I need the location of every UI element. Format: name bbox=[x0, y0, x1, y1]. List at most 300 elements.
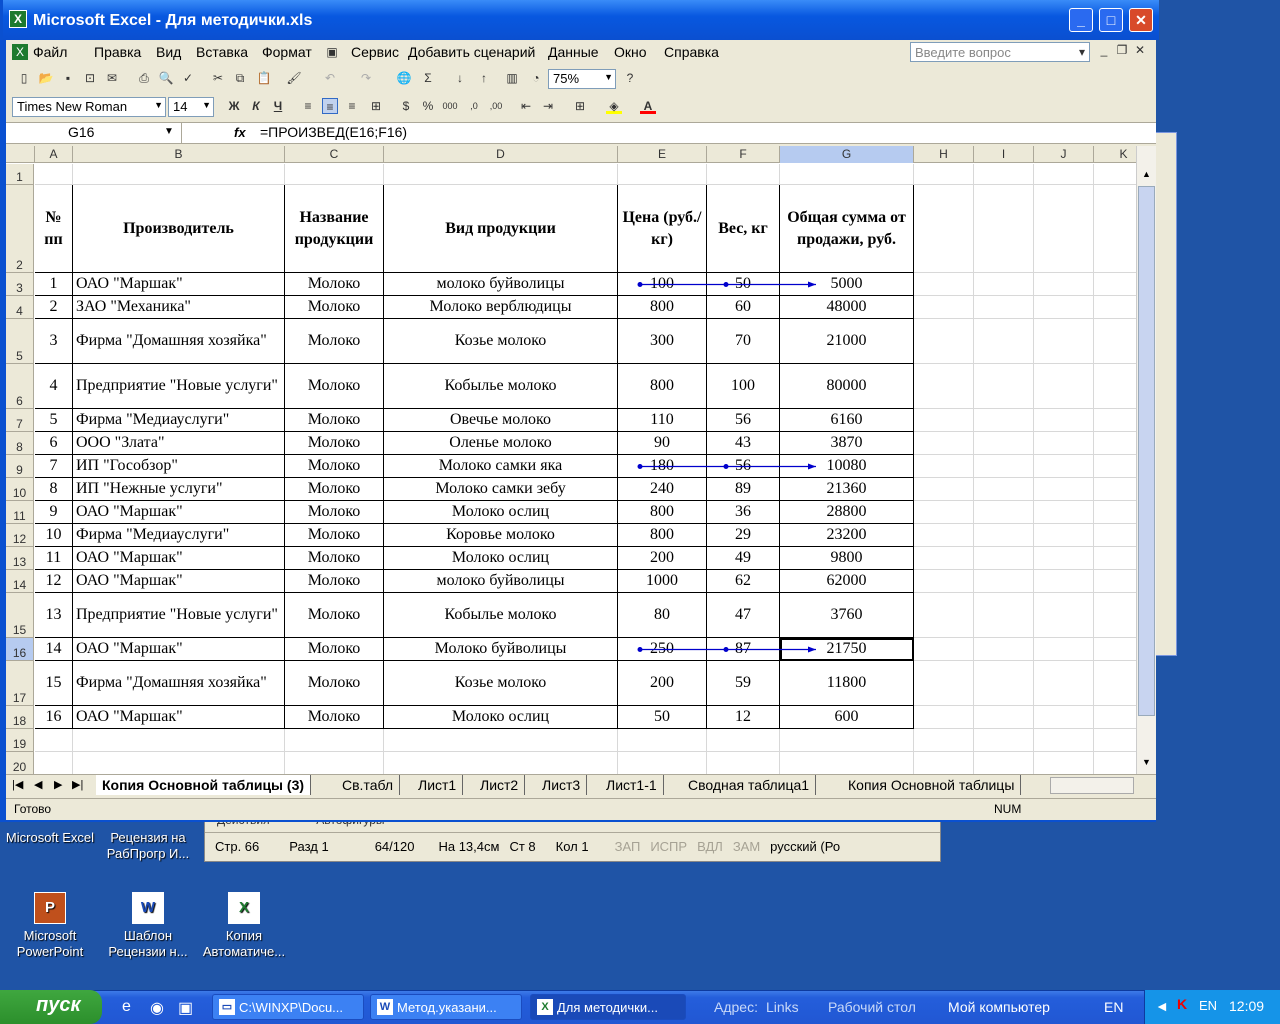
table-cell[interactable]: Молоко bbox=[285, 706, 384, 729]
table-cell[interactable] bbox=[1094, 319, 1136, 364]
column-header-a[interactable]: A bbox=[35, 146, 73, 163]
zoom-select[interactable] bbox=[548, 69, 616, 89]
table-cell[interactable]: ОАО "Маршак" bbox=[73, 638, 285, 661]
table-cell[interactable]: молоко буйволицы bbox=[384, 273, 618, 296]
sheet-tab-list2[interactable]: Лист2 bbox=[474, 775, 525, 795]
table-cell[interactable] bbox=[914, 729, 974, 752]
table-cell[interactable]: ОАО "Маршак" bbox=[73, 570, 285, 593]
table-cell[interactable]: 90 bbox=[618, 432, 707, 455]
underline-icon[interactable]: Ч bbox=[273, 99, 283, 113]
table-cell[interactable] bbox=[914, 455, 974, 478]
table-cell[interactable] bbox=[1094, 364, 1136, 409]
table-cell[interactable] bbox=[1034, 661, 1094, 706]
show-desktop-icon[interactable]: ▣ bbox=[178, 1000, 194, 1017]
decrease-indent-icon[interactable]: ⇤ bbox=[520, 99, 532, 113]
table-cell[interactable]: Название продукции bbox=[285, 185, 384, 273]
menu-window[interactable]: Окно bbox=[614, 44, 647, 60]
italic-icon[interactable]: К bbox=[252, 99, 260, 113]
table-cell[interactable] bbox=[1034, 432, 1094, 455]
table-cell[interactable]: Молоко bbox=[285, 501, 384, 524]
start-button[interactable] bbox=[0, 990, 102, 1024]
table-cell[interactable]: 49 bbox=[707, 547, 780, 570]
row-header[interactable]: 12 bbox=[6, 524, 34, 547]
table-cell[interactable] bbox=[1034, 638, 1094, 661]
table-cell[interactable] bbox=[914, 164, 974, 185]
paste-icon[interactable]: 📋 bbox=[256, 71, 272, 85]
task-explorer[interactable] bbox=[212, 994, 364, 1020]
desktop-icon-shablon[interactable] bbox=[100, 892, 196, 960]
scroll-up-button[interactable]: ▲ bbox=[1142, 169, 1151, 179]
table-cell[interactable]: 80000 bbox=[780, 364, 914, 409]
font-size-select[interactable] bbox=[168, 97, 214, 117]
table-cell[interactable]: 47 bbox=[707, 593, 780, 638]
row-header[interactable]: 9 bbox=[6, 455, 34, 478]
prev-sheet-icon[interactable]: ◀ bbox=[34, 779, 43, 791]
table-cell[interactable]: 21000 bbox=[780, 319, 914, 364]
table-cell[interactable] bbox=[1034, 273, 1094, 296]
new-file-icon[interactable]: ▯ bbox=[20, 71, 28, 85]
table-cell[interactable] bbox=[707, 729, 780, 752]
table-cell[interactable] bbox=[618, 729, 707, 752]
table-cell[interactable] bbox=[914, 706, 974, 729]
table-cell[interactable]: 48000 bbox=[780, 296, 914, 319]
table-cell[interactable] bbox=[1034, 478, 1094, 501]
maximize-button[interactable]: □ bbox=[1099, 8, 1123, 32]
spelling-icon[interactable]: ✓ bbox=[182, 71, 194, 85]
table-cell[interactable] bbox=[974, 364, 1034, 409]
table-cell[interactable]: 1000 bbox=[618, 570, 707, 593]
menu-add-scenario[interactable]: Добавить сценарий bbox=[408, 44, 536, 60]
table-cell[interactable]: 12 bbox=[707, 706, 780, 729]
desktop-icon-excel[interactable] bbox=[2, 830, 98, 846]
table-cell[interactable] bbox=[1094, 570, 1136, 593]
decrease-decimal-icon[interactable]: ,00 bbox=[489, 101, 503, 111]
ask-dropdown-icon[interactable]: ▾ bbox=[1078, 45, 1086, 59]
last-sheet-icon[interactable]: ▶| bbox=[72, 779, 84, 791]
ask-question-input[interactable]: Введите вопрос bbox=[910, 42, 1090, 62]
table-cell[interactable] bbox=[914, 296, 974, 319]
table-cell[interactable]: Молоко bbox=[285, 364, 384, 409]
table-cell[interactable] bbox=[974, 706, 1034, 729]
table-cell[interactable]: молоко буйволицы bbox=[384, 570, 618, 593]
table-cell[interactable] bbox=[1034, 319, 1094, 364]
table-cell[interactable] bbox=[1094, 478, 1136, 501]
table-cell[interactable] bbox=[974, 185, 1034, 273]
table-cell[interactable]: ИП "Нежные услуги" bbox=[73, 478, 285, 501]
table-cell[interactable] bbox=[1094, 185, 1136, 273]
table-cell[interactable]: 62000 bbox=[780, 570, 914, 593]
row-header[interactable]: 7 bbox=[6, 409, 34, 432]
table-cell[interactable]: 800 bbox=[618, 296, 707, 319]
undo-icon[interactable]: ↶ bbox=[324, 71, 336, 85]
name-box[interactable] bbox=[6, 123, 182, 143]
table-cell[interactable] bbox=[1034, 185, 1094, 273]
desktop-icon-powerpoint[interactable] bbox=[2, 892, 98, 960]
table-cell[interactable]: Молоко ослиц bbox=[384, 706, 618, 729]
table-cell[interactable]: 16 bbox=[35, 706, 73, 729]
row-header[interactable]: 15 bbox=[6, 593, 34, 638]
drawing-icon[interactable]: ◔ bbox=[532, 71, 540, 85]
next-sheet-icon[interactable]: ▶ bbox=[54, 779, 63, 791]
table-cell[interactable] bbox=[1094, 524, 1136, 547]
table-cell[interactable] bbox=[780, 729, 914, 752]
menu-file[interactable]: Файл bbox=[33, 44, 68, 60]
table-cell[interactable] bbox=[914, 478, 974, 501]
column-header-g[interactable]: G bbox=[780, 146, 914, 163]
close-button[interactable]: ✕ bbox=[1129, 8, 1153, 32]
spreadsheet-grid[interactable] bbox=[6, 146, 1136, 774]
column-header-j[interactable]: J bbox=[1034, 146, 1094, 163]
table-cell[interactable]: 60 bbox=[707, 296, 780, 319]
menu-tools[interactable]: Сервис bbox=[351, 44, 399, 60]
table-cell[interactable]: Фирма "Медиауслуги" bbox=[73, 409, 285, 432]
table-cell[interactable]: Молоко bbox=[285, 432, 384, 455]
row-header[interactable]: 18 bbox=[6, 706, 34, 729]
links-toolbar[interactable]: Links bbox=[766, 999, 799, 1015]
sheet-tab-list3[interactable]: Лист3 bbox=[536, 775, 587, 795]
table-cell[interactable]: Вес, кг bbox=[707, 185, 780, 273]
sheet-tab-sv-tabl[interactable]: Св.табл bbox=[336, 775, 400, 795]
table-cell[interactable] bbox=[914, 547, 974, 570]
table-cell[interactable] bbox=[1034, 752, 1094, 774]
percent-icon[interactable]: % bbox=[422, 99, 434, 113]
table-cell[interactable] bbox=[974, 478, 1034, 501]
ie-quicklaunch-icon[interactable]: e bbox=[122, 998, 131, 1015]
column-header-c[interactable]: C bbox=[285, 146, 384, 163]
table-cell[interactable]: 5000 bbox=[780, 273, 914, 296]
table-cell[interactable]: 4 bbox=[35, 364, 73, 409]
bold-icon[interactable]: Ж bbox=[228, 99, 240, 113]
my-computer-toolbar[interactable]: Мой компьютер bbox=[948, 999, 1050, 1015]
table-cell[interactable]: 56 bbox=[707, 409, 780, 432]
column-header-i[interactable]: I bbox=[974, 146, 1034, 163]
table-cell[interactable]: 8 bbox=[35, 478, 73, 501]
column-header-b[interactable]: B bbox=[73, 146, 285, 163]
table-cell[interactable] bbox=[1034, 729, 1094, 752]
row-header[interactable]: 14 bbox=[6, 570, 34, 593]
column-header-f[interactable]: F bbox=[707, 146, 780, 163]
table-cell[interactable]: 12 bbox=[35, 570, 73, 593]
table-cell[interactable]: 89 bbox=[707, 478, 780, 501]
table-cell[interactable] bbox=[1094, 296, 1136, 319]
table-cell[interactable] bbox=[914, 752, 974, 774]
table-cell[interactable]: ОАО "Маршак" bbox=[73, 273, 285, 296]
table-cell[interactable] bbox=[914, 319, 974, 364]
table-cell[interactable] bbox=[1094, 706, 1136, 729]
table-cell[interactable]: ЗАО "Механика" bbox=[73, 296, 285, 319]
row-header[interactable]: 3 bbox=[6, 273, 34, 296]
menu-insert[interactable]: Вставка bbox=[196, 44, 249, 60]
table-cell[interactable]: 250 bbox=[618, 638, 707, 661]
table-cell[interactable] bbox=[780, 752, 914, 774]
merge-center-icon[interactable]: ⊞ bbox=[370, 99, 382, 113]
table-cell[interactable]: Фирма "Домашняя хозяйка" bbox=[73, 661, 285, 706]
table-cell[interactable]: Молоко bbox=[285, 661, 384, 706]
column-header-h[interactable]: H bbox=[914, 146, 974, 163]
table-cell[interactable]: ОАО "Маршак" bbox=[73, 547, 285, 570]
table-cell[interactable]: 300 bbox=[618, 319, 707, 364]
align-right-icon[interactable]: ≡ bbox=[348, 99, 356, 113]
word-status-ovr[interactable]: ЗАМ bbox=[732, 839, 761, 854]
table-cell[interactable] bbox=[384, 752, 618, 774]
font-name-select[interactable] bbox=[12, 97, 166, 117]
table-cell[interactable] bbox=[73, 729, 285, 752]
table-cell[interactable]: Молоко bbox=[285, 593, 384, 638]
table-cell[interactable]: Молоко bbox=[285, 296, 384, 319]
help-icon[interactable]: ? bbox=[626, 71, 634, 85]
table-cell[interactable] bbox=[618, 752, 707, 774]
table-cell[interactable]: Молоко ослиц bbox=[384, 547, 618, 570]
column-header-e[interactable]: E bbox=[618, 146, 707, 163]
table-cell[interactable]: Коровье молоко bbox=[384, 524, 618, 547]
table-cell[interactable]: 1 bbox=[35, 273, 73, 296]
sheet-tab-list1[interactable]: Лист1 bbox=[412, 775, 463, 795]
table-cell[interactable] bbox=[1034, 409, 1094, 432]
row-header[interactable]: 13 bbox=[6, 547, 34, 570]
doc-restore-icon[interactable]: ❐ bbox=[1116, 43, 1128, 57]
table-cell[interactable] bbox=[1034, 364, 1094, 409]
row-header[interactable]: 16 bbox=[6, 638, 34, 661]
table-cell[interactable] bbox=[974, 729, 1034, 752]
table-cell[interactable]: 50 bbox=[707, 273, 780, 296]
table-cell[interactable]: 56 bbox=[707, 455, 780, 478]
table-cell[interactable] bbox=[384, 729, 618, 752]
vertical-scrollbar[interactable] bbox=[1136, 146, 1156, 774]
table-cell[interactable]: 800 bbox=[618, 501, 707, 524]
sheet-tab-svodnaya[interactable]: Сводная таблица1 bbox=[682, 775, 816, 795]
select-all-corner[interactable] bbox=[6, 146, 35, 163]
antivirus-icon[interactable]: K bbox=[1177, 996, 1188, 1012]
desktop-toolbar[interactable]: Рабочий стол bbox=[828, 999, 916, 1015]
table-cell[interactable]: 21750 bbox=[780, 638, 914, 661]
table-cell[interactable]: Молоко bbox=[285, 478, 384, 501]
doc-close-icon[interactable]: ✕ bbox=[1134, 43, 1146, 57]
column-header-k[interactable]: K bbox=[1094, 146, 1136, 163]
table-cell[interactable] bbox=[1034, 455, 1094, 478]
insert-function-icon[interactable]: fx bbox=[234, 125, 246, 140]
table-cell[interactable] bbox=[974, 432, 1034, 455]
font-color-icon[interactable]: A bbox=[640, 98, 656, 114]
table-cell[interactable]: ОАО "Маршак" bbox=[73, 501, 285, 524]
table-cell[interactable]: 11800 bbox=[780, 661, 914, 706]
table-cell[interactable]: Оленье молоко bbox=[384, 432, 618, 455]
table-cell[interactable] bbox=[974, 455, 1034, 478]
table-cell[interactable]: 9800 bbox=[780, 547, 914, 570]
table-cell[interactable]: 15 bbox=[35, 661, 73, 706]
minimize-button[interactable]: _ bbox=[1069, 8, 1093, 32]
table-cell[interactable]: 100 bbox=[707, 364, 780, 409]
sheet-tab-kopia-3[interactable]: Копия Основной таблицы (3) bbox=[96, 775, 311, 795]
permission-icon[interactable]: ⊡ bbox=[84, 71, 96, 85]
table-cell[interactable] bbox=[1094, 752, 1136, 774]
table-cell[interactable]: 29 bbox=[707, 524, 780, 547]
word-status-trk[interactable]: ИСПР bbox=[650, 839, 688, 854]
row-header[interactable]: 17 bbox=[6, 661, 34, 706]
table-cell[interactable] bbox=[1034, 593, 1094, 638]
table-cell[interactable]: Молоко bbox=[285, 273, 384, 296]
word-status-ext[interactable]: ВДЛ bbox=[697, 839, 723, 854]
table-cell[interactable]: 110 bbox=[618, 409, 707, 432]
table-cell[interactable]: 21360 bbox=[780, 478, 914, 501]
task-excel[interactable] bbox=[530, 994, 686, 1020]
table-cell[interactable] bbox=[974, 164, 1034, 185]
table-cell[interactable] bbox=[1034, 501, 1094, 524]
table-cell[interactable]: ИП "Гособзор" bbox=[73, 455, 285, 478]
table-cell[interactable] bbox=[73, 752, 285, 774]
formula-input[interactable]: =ПРОИЗВЕД(E16;F16) bbox=[260, 124, 408, 140]
table-cell[interactable] bbox=[914, 638, 974, 661]
table-cell[interactable] bbox=[914, 570, 974, 593]
table-cell[interactable]: Овечье молоко bbox=[384, 409, 618, 432]
table-cell[interactable]: Предприятие "Новые услуги" bbox=[73, 593, 285, 638]
table-cell[interactable] bbox=[1034, 706, 1094, 729]
table-cell[interactable]: Цена (руб./кг) bbox=[618, 185, 707, 273]
cut-icon[interactable]: ✂ bbox=[212, 71, 224, 85]
desktop-icon-recenzia[interactable] bbox=[100, 830, 196, 862]
language-indicator[interactable]: EN bbox=[1104, 999, 1124, 1015]
table-cell[interactable]: Молоко самки зебу bbox=[384, 478, 618, 501]
table-cell[interactable] bbox=[974, 547, 1034, 570]
table-cell[interactable] bbox=[974, 524, 1034, 547]
menu-help[interactable]: Справка bbox=[664, 44, 719, 60]
table-cell[interactable] bbox=[35, 729, 73, 752]
workbook-icon[interactable]: X bbox=[12, 44, 28, 60]
table-cell[interactable]: № пп bbox=[35, 185, 73, 273]
table-cell[interactable]: 9 bbox=[35, 501, 73, 524]
table-cell[interactable]: ООО "Злата" bbox=[73, 432, 285, 455]
menu-edit[interactable]: Правка bbox=[94, 44, 142, 60]
table-cell[interactable]: 3 bbox=[35, 319, 73, 364]
table-cell[interactable]: 200 bbox=[618, 547, 707, 570]
menu-format[interactable]: Формат bbox=[262, 44, 312, 60]
table-cell[interactable] bbox=[1094, 661, 1136, 706]
table-cell[interactable]: 62 bbox=[707, 570, 780, 593]
table-cell[interactable] bbox=[780, 164, 914, 185]
column-header-d[interactable]: D bbox=[384, 146, 618, 163]
sort-descending-icon[interactable]: ↑ bbox=[481, 71, 487, 85]
table-cell[interactable]: ОАО "Маршак" bbox=[73, 706, 285, 729]
media-quicklaunch-icon[interactable]: ◉ bbox=[150, 1000, 164, 1017]
excel-app-icon[interactable]: X bbox=[9, 10, 27, 28]
table-cell[interactable] bbox=[914, 409, 974, 432]
autosum-icon[interactable]: Σ bbox=[424, 71, 432, 85]
table-cell[interactable]: 100 bbox=[618, 273, 707, 296]
table-cell[interactable]: Молоко буйволицы bbox=[384, 638, 618, 661]
table-cell[interactable]: 13 bbox=[35, 593, 73, 638]
table-cell[interactable] bbox=[974, 409, 1034, 432]
table-cell[interactable] bbox=[707, 752, 780, 774]
table-cell[interactable]: 2 bbox=[35, 296, 73, 319]
table-cell[interactable]: 800 bbox=[618, 524, 707, 547]
borders-icon[interactable]: ⊞ bbox=[574, 99, 586, 113]
table-cell[interactable] bbox=[384, 164, 618, 185]
table-cell[interactable]: 59 bbox=[707, 661, 780, 706]
scroll-down-button[interactable]: ▼ bbox=[1142, 757, 1151, 767]
table-cell[interactable]: 3760 bbox=[780, 593, 914, 638]
table-cell[interactable] bbox=[1034, 524, 1094, 547]
table-cell[interactable] bbox=[1094, 409, 1136, 432]
row-header[interactable]: 20 bbox=[6, 752, 34, 774]
table-cell[interactable] bbox=[1034, 547, 1094, 570]
table-cell[interactable]: Молоко ослиц bbox=[384, 501, 618, 524]
table-cell[interactable]: 6160 bbox=[780, 409, 914, 432]
table-cell[interactable] bbox=[974, 752, 1034, 774]
table-cell[interactable] bbox=[1094, 164, 1136, 185]
table-cell[interactable] bbox=[914, 185, 974, 273]
table-cell[interactable] bbox=[974, 638, 1034, 661]
table-cell[interactable] bbox=[1094, 273, 1136, 296]
table-cell[interactable]: 70 bbox=[707, 319, 780, 364]
print-icon[interactable]: ⎙ bbox=[139, 71, 149, 85]
table-cell[interactable]: 10080 bbox=[780, 455, 914, 478]
table-cell[interactable]: 43 bbox=[707, 432, 780, 455]
table-cell[interactable] bbox=[914, 593, 974, 638]
table-cell[interactable] bbox=[914, 364, 974, 409]
table-cell[interactable]: Козье молоко bbox=[384, 319, 618, 364]
table-cell[interactable] bbox=[914, 524, 974, 547]
table-cell[interactable]: 50 bbox=[618, 706, 707, 729]
volume-icon[interactable]: ◄ bbox=[1155, 998, 1169, 1014]
copy-icon[interactable]: ⧉ bbox=[235, 71, 245, 85]
table-cell[interactable] bbox=[974, 296, 1034, 319]
table-cell[interactable] bbox=[914, 432, 974, 455]
row-header[interactable]: 2 bbox=[6, 185, 34, 273]
table-cell[interactable]: Молоко bbox=[285, 409, 384, 432]
table-cell[interactable]: 7 bbox=[35, 455, 73, 478]
table-cell[interactable]: 240 bbox=[618, 478, 707, 501]
row-header[interactable]: 6 bbox=[6, 364, 34, 409]
email-icon[interactable]: ✉ bbox=[106, 71, 118, 85]
align-center-icon[interactable]: ≡ bbox=[322, 98, 338, 114]
increase-decimal-icon[interactable]: ,0 bbox=[470, 101, 478, 111]
hyperlink-icon[interactable]: 🌐 bbox=[396, 71, 412, 85]
sheet-tab-kopia[interactable]: Копия Основной таблицы bbox=[842, 775, 1021, 795]
table-cell[interactable] bbox=[974, 501, 1034, 524]
table-cell[interactable] bbox=[1094, 593, 1136, 638]
table-cell[interactable]: 600 bbox=[780, 706, 914, 729]
table-cell[interactable] bbox=[285, 729, 384, 752]
table-cell[interactable] bbox=[285, 164, 384, 185]
increase-indent-icon[interactable]: ⇥ bbox=[542, 99, 554, 113]
table-cell[interactable]: Молоко bbox=[285, 638, 384, 661]
print-preview-icon[interactable]: 🔍 bbox=[158, 71, 174, 85]
sheet-tab-list1-1[interactable]: Лист1-1 bbox=[600, 775, 664, 795]
doc-minimize-icon[interactable]: _ bbox=[1100, 43, 1108, 57]
thousands-icon[interactable]: 000 bbox=[442, 101, 458, 111]
table-cell[interactable]: Кобылье молоко bbox=[384, 364, 618, 409]
currency-icon[interactable]: $ bbox=[402, 99, 410, 113]
table-cell[interactable] bbox=[73, 164, 285, 185]
table-cell[interactable]: 36 bbox=[707, 501, 780, 524]
table-cell[interactable]: Молоко bbox=[285, 570, 384, 593]
word-status-rec[interactable]: ЗАП bbox=[614, 839, 641, 854]
table-cell[interactable] bbox=[974, 319, 1034, 364]
row-header[interactable]: 8 bbox=[6, 432, 34, 455]
row-header[interactable]: 1 bbox=[6, 164, 34, 185]
table-cell[interactable] bbox=[1094, 638, 1136, 661]
table-cell[interactable]: 180 bbox=[618, 455, 707, 478]
table-cell[interactable]: 23200 bbox=[780, 524, 914, 547]
table-cell[interactable]: 87 bbox=[707, 638, 780, 661]
table-cell[interactable] bbox=[1094, 547, 1136, 570]
table-cell[interactable] bbox=[914, 273, 974, 296]
table-cell[interactable]: Производитель bbox=[73, 185, 285, 273]
table-cell[interactable]: 28800 bbox=[780, 501, 914, 524]
chevron-down-icon[interactable]: ▼ bbox=[164, 126, 174, 137]
save-icon[interactable]: ▪ bbox=[65, 71, 71, 85]
table-cell[interactable] bbox=[35, 164, 73, 185]
sort-ascending-icon[interactable]: ↓ bbox=[457, 71, 463, 85]
